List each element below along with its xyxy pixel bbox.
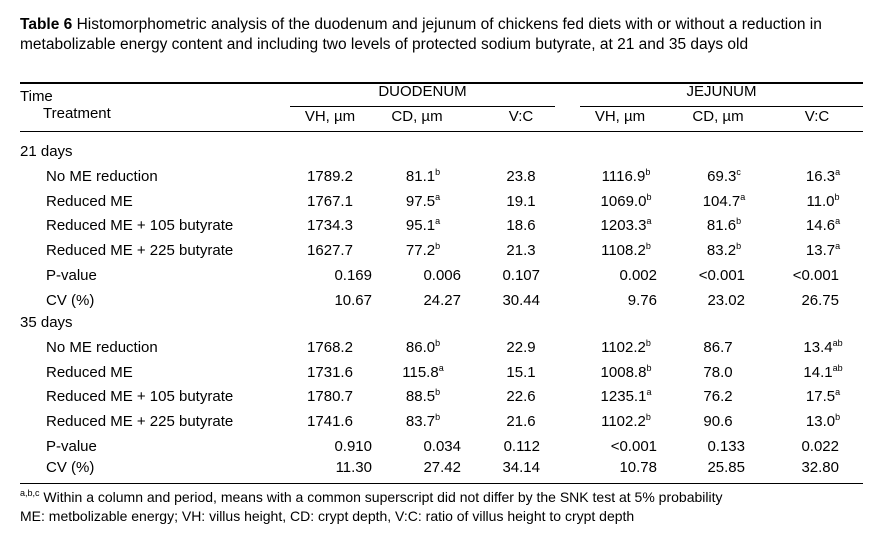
cell-superscript: a <box>435 216 441 227</box>
cv-cell: 34.14 <box>502 458 540 476</box>
table-cell <box>684 168 764 186</box>
table-cell <box>678 364 758 382</box>
cell-value: 15.1 <box>506 363 536 381</box>
cell-superscript: b <box>435 241 441 252</box>
footnote-superscript: a,b,c <box>20 488 40 498</box>
cell-value: 1767.1 <box>307 192 353 210</box>
table-cell <box>481 217 561 235</box>
cell-value: 78.0 <box>703 363 733 381</box>
cell-value: 83.2 <box>706 242 737 260</box>
cv-cell: 9.76 <box>627 291 657 309</box>
cv-cell: 30.44 <box>502 291 540 309</box>
cell-superscript: b <box>736 216 742 227</box>
table-cell <box>481 364 561 382</box>
table-cell <box>678 339 758 357</box>
cell-value: 1734.3 <box>307 217 353 235</box>
time-header: Time <box>20 88 53 105</box>
table-cell <box>586 339 666 357</box>
pvalue-cell: 0.107 <box>502 267 540 284</box>
column-header: V:C <box>804 108 830 125</box>
table-cell <box>290 242 370 260</box>
cv-cell: 26.75 <box>801 291 839 309</box>
cell-value: 23.8 <box>506 167 536 185</box>
table-cell <box>383 217 463 235</box>
table-cell <box>684 242 764 260</box>
header-rule <box>20 131 863 132</box>
cell-superscript: b <box>646 191 652 202</box>
pvalue-cell: 0.022 <box>801 438 839 455</box>
table-cell <box>783 217 863 235</box>
pvalue-cell: 0.034 <box>423 438 461 455</box>
cv-cell: 24.27 <box>423 291 461 309</box>
table-cell <box>586 193 666 211</box>
cell-value: 76.2 <box>703 388 733 406</box>
pvalue-cell: 0.910 <box>334 438 372 455</box>
table-cell <box>783 168 863 186</box>
cell-value: 69.3 <box>707 167 737 185</box>
pvalue-label: P-value <box>46 438 97 455</box>
cell-superscript: a <box>646 387 652 398</box>
cell-value: 14.1 <box>803 363 833 381</box>
treatment-header: Treatment <box>43 105 111 122</box>
table-cell <box>783 193 863 211</box>
cell-value: 1780.7 <box>307 388 353 406</box>
cell-value: 88.5 <box>405 388 436 406</box>
period-label: 21 days <box>20 143 73 160</box>
cell-superscript: b <box>645 241 651 252</box>
table-cell <box>481 242 561 260</box>
cv-cell: 10.67 <box>334 291 372 309</box>
table-cell <box>290 388 370 406</box>
cell-superscript: c <box>736 166 741 177</box>
table-caption <box>20 15 865 55</box>
cell-superscript: a <box>438 362 444 373</box>
cell-superscript: b <box>834 191 840 202</box>
table-cell <box>383 364 463 382</box>
cell-value: 21.3 <box>506 242 536 260</box>
cell-value: 13.0 <box>805 413 836 431</box>
table-cell <box>783 388 863 406</box>
cell-superscript: b <box>435 387 441 398</box>
bottom-rule <box>20 483 863 484</box>
table-cell <box>383 339 463 357</box>
cell-value: 1116.9 <box>601 167 646 185</box>
cell-value: 14.6 <box>805 217 836 235</box>
cell-superscript: b <box>645 412 651 423</box>
cv-label: CV (%) <box>46 458 95 476</box>
cell-value: 1789.2 <box>307 167 353 185</box>
table-cell <box>383 413 463 431</box>
table-cell <box>481 413 561 431</box>
table-label: Table 6 <box>20 16 73 33</box>
column-header: VH, µm <box>304 108 356 125</box>
cell-value: 1235.1 <box>600 388 647 406</box>
table-cell <box>586 217 666 235</box>
cell-superscript: b <box>435 412 441 423</box>
cell-value: 22.9 <box>506 338 536 356</box>
table-cell <box>678 413 758 431</box>
table-cell <box>383 168 463 186</box>
cell-value: 97.5 <box>405 192 436 210</box>
cell-value: 86.7 <box>703 338 733 356</box>
table-cell <box>290 413 370 431</box>
cell-value: 19.1 <box>506 192 536 210</box>
table-cell <box>783 339 863 357</box>
cell-superscript: ab <box>832 337 843 348</box>
cell-value: 22.6 <box>506 388 536 406</box>
table-cell <box>783 242 863 260</box>
cell-value: 104.7 <box>702 192 741 210</box>
treatment-label: No ME reduction <box>46 167 158 185</box>
pvalue-cell: <0.001 <box>698 267 745 284</box>
cell-value: 17.5 <box>805 388 836 406</box>
jejunum-rule <box>580 106 863 107</box>
treatment-label: Reduced ME + 105 butyrate <box>46 217 234 235</box>
cell-superscript: a <box>835 166 841 177</box>
treatment-label: Reduced ME <box>46 192 133 210</box>
pvalue-cell: 0.112 <box>503 438 540 455</box>
duodenum-rule <box>290 106 555 107</box>
column-header: V:C <box>508 108 534 125</box>
duodenum-header: DUODENUM <box>378 83 467 100</box>
cell-superscript: b <box>736 241 742 252</box>
table-cell <box>290 364 370 382</box>
period-label: 35 days <box>20 314 73 331</box>
cell-value: 1741.6 <box>307 413 353 431</box>
cv-cell: 10.78 <box>619 458 657 476</box>
cell-value: 77.2 <box>405 242 436 260</box>
table-cell <box>586 168 666 186</box>
pvalue-cell: 0.169 <box>334 267 372 284</box>
column-header: CD, µm <box>692 108 744 125</box>
treatment-label: Reduced ME + 225 butyrate <box>46 242 234 260</box>
table-cell <box>684 193 764 211</box>
cell-value: 1203.3 <box>600 217 647 235</box>
table-cell <box>383 388 463 406</box>
cell-value: 81.1 <box>405 167 436 185</box>
cv-cell: 23.02 <box>707 291 745 309</box>
cell-value: 1069.0 <box>600 192 647 210</box>
jejunum-header: JEJUNUM <box>686 83 757 100</box>
cell-superscript: b <box>435 337 441 348</box>
cell-superscript: a <box>835 387 841 398</box>
table-cell <box>586 242 666 260</box>
cell-value: 81.6 <box>706 217 737 235</box>
cell-superscript: a <box>435 191 441 202</box>
cell-value: 1731.6 <box>307 363 353 381</box>
cell-value: 90.6 <box>703 413 733 431</box>
cell-value: 21.6 <box>506 413 536 431</box>
cell-superscript: a <box>740 191 746 202</box>
table-cell <box>383 193 463 211</box>
table-cell <box>678 388 758 406</box>
footnote-text: Within a column and period, means with a common superscript did not differ by the SNK test at 5% probability <box>39 489 723 505</box>
cell-value: 1102.2 <box>601 413 646 431</box>
table-cell <box>481 168 561 186</box>
cell-superscript: a <box>835 241 841 252</box>
cell-superscript: b <box>645 337 651 348</box>
cell-value: 11.0 <box>806 192 835 210</box>
cv-cell: 25.85 <box>707 458 745 476</box>
table-cell <box>290 217 370 235</box>
cell-value: 115.8 <box>402 363 439 381</box>
cv-cell: 27.42 <box>423 458 461 476</box>
cv-cell: 11.30 <box>335 458 372 476</box>
table-cell <box>783 364 863 382</box>
cell-value: 16.3 <box>805 167 836 185</box>
pvalue-label: P-value <box>46 267 97 284</box>
cell-value: 95.1 <box>405 217 436 235</box>
cell-value: 1102.2 <box>601 338 646 356</box>
table-cell <box>383 242 463 260</box>
table-cell <box>290 193 370 211</box>
cell-superscript: a <box>835 216 841 227</box>
table-cell <box>290 339 370 357</box>
cell-superscript: ab <box>832 362 843 373</box>
cv-cell: 32.80 <box>801 458 839 476</box>
pvalue-cell: 0.006 <box>423 267 461 284</box>
pvalue-cell: <0.001 <box>610 438 657 455</box>
table-cell <box>481 339 561 357</box>
table-cell <box>684 217 764 235</box>
table-cell <box>586 388 666 406</box>
cell-value: 1627.7 <box>307 242 353 260</box>
pvalue-cell: <0.001 <box>792 267 839 284</box>
treatment-label: Reduced ME + 105 butyrate <box>46 388 234 406</box>
cell-value: 83.7 <box>405 413 436 431</box>
cv-label: CV (%) <box>46 291 95 309</box>
table-cell <box>481 193 561 211</box>
cell-value: 1768.2 <box>307 338 353 356</box>
treatment-label: Reduced ME <box>46 363 133 381</box>
cell-superscript: b <box>435 166 441 177</box>
table-title: Histomorphometric analysis of the duodenum and jejunum of chickens fed diets with or without a reduction in metabolizable energy content and including two levels of protected sodium butyrate, at 21 and 35 days old <box>20 16 822 53</box>
pvalue-cell: 0.133 <box>707 438 745 455</box>
column-header: VH, µm <box>594 108 646 125</box>
treatment-label: Reduced ME + 225 butyrate <box>46 413 234 431</box>
cell-superscript: b <box>645 166 651 177</box>
table-cell <box>586 364 666 382</box>
footnote-abbreviations: ME: metbolizable energy; VH: villus height, CD: crypt depth, V:C: ratio of villus height to crypt depth <box>20 508 635 524</box>
cell-superscript: a <box>646 216 652 227</box>
table-cell <box>481 388 561 406</box>
cell-value: 1108.2 <box>601 242 646 260</box>
table-cell <box>290 168 370 186</box>
pvalue-cell: 0.002 <box>619 267 657 284</box>
treatment-label: No ME reduction <box>46 338 158 356</box>
cell-superscript: b <box>835 412 841 423</box>
cell-value: 13.4 <box>803 338 833 356</box>
cell-value: 18.6 <box>506 217 536 235</box>
footnote-superscript-note <box>20 488 722 506</box>
cell-value: 1008.8 <box>600 363 647 381</box>
table-cell <box>783 413 863 431</box>
cell-value: 86.0 <box>405 338 436 356</box>
cell-value: 13.7 <box>805 242 836 260</box>
cell-superscript: b <box>646 362 652 373</box>
table-cell <box>586 413 666 431</box>
column-header: CD, µm <box>391 108 443 125</box>
